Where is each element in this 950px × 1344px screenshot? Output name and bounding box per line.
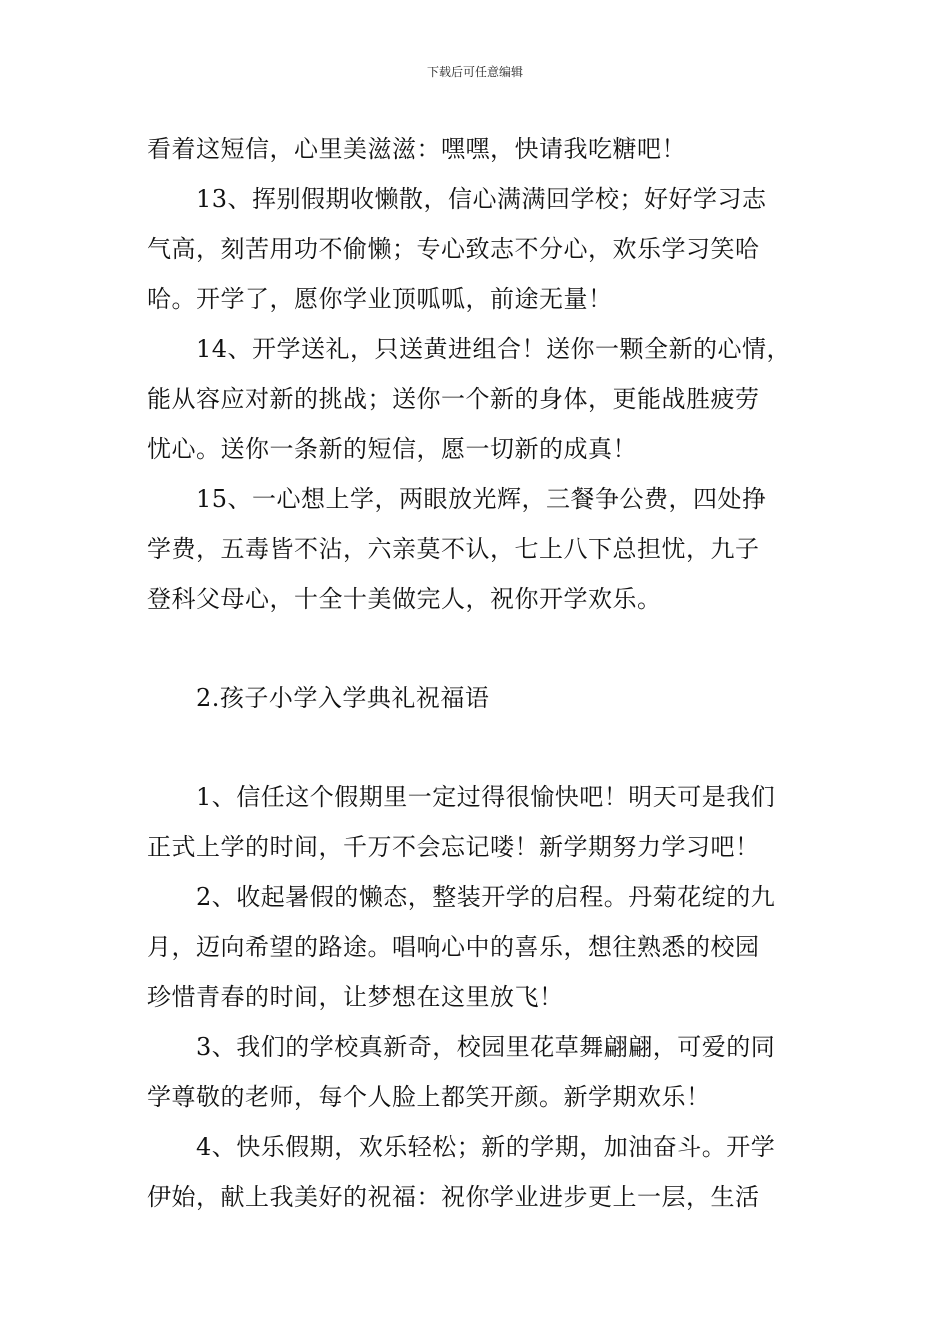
- spacer: [147, 624, 815, 673]
- page-header-note: 下载后可任意编辑: [426, 65, 523, 79]
- section-heading: 2.孩子小学入学典礼祝福语: [196, 684, 490, 712]
- paragraph-15-line-2: 学费，五毒皆不沾，六亲莫不认，七上八下总担忧，九子: [147, 535, 760, 563]
- paragraph-3-line-1: 3、我们的学校真新奇，校园里花草舞翩翩，可爱的同: [196, 1033, 776, 1061]
- paragraph-2-line-2: 月，迈向希望的路途。唱响心中的喜乐，想往熟悉的校园: [147, 933, 760, 961]
- paragraph-2-line-1: 2、收起暑假的懒态，整装开学的启程。丹菊花绽的九: [196, 883, 776, 911]
- paragraph-14-line-1: 14、开学送礼，只送黄进组合！送你一颗全新的心情，: [196, 335, 792, 363]
- paragraph-15-line-1: 15、一心想上学，两眼放光辉，三餐争公费，四处挣: [196, 485, 767, 513]
- paragraph-2-line-3: 珍惜青春的时间，让梦想在这里放飞！: [147, 983, 564, 1011]
- spacer: [147, 723, 815, 772]
- paragraph-13-line-3: 哈。开学了，愿你学业顶呱呱，前途无量！: [147, 285, 613, 313]
- paragraph-14-line-2: 能从容应对新的挑战；送你一个新的身体，更能战胜疲劳: [147, 385, 760, 413]
- paragraph-15-line-3: 登科父母心，十全十美做完人，祝你开学欢乐。: [147, 585, 662, 613]
- paragraph-4-line-2: 伊始，献上我美好的祝福：祝你学业进步更上一层，生活: [147, 1183, 760, 1211]
- paragraph-13-line-2: 气高，刻苦用功不偷懒；专心致志不分心，欢乐学习笑哈: [147, 235, 760, 263]
- paragraph-1-line-1: 1、信任这个假期里一定过得很愉快吧！明天可是我们: [196, 783, 776, 811]
- paragraph-4-line-1: 4、快乐假期，欢乐轻松；新的学期，加油奋斗。开学: [196, 1133, 776, 1161]
- text-line: 看着这短信，心里美滋滋：嘿嘿，快请我吃糖吧！: [147, 135, 686, 163]
- paragraph-14-line-3: 忧心。送你一条新的短信，愿一切新的成真！: [147, 435, 637, 463]
- paragraph-1-line-2: 正式上学的时间，千万不会忘记喽！新学期努力学习吧！: [147, 833, 760, 861]
- document-body: [147, 124, 815, 1222]
- paragraph-3-line-2: 学尊敬的老师，每个人脸上都笑开颜。新学期欢乐！: [147, 1083, 711, 1111]
- paragraph-13-line-1: 13、挥别假期收懒散，信心满满回学校；好好学习志: [196, 185, 767, 213]
